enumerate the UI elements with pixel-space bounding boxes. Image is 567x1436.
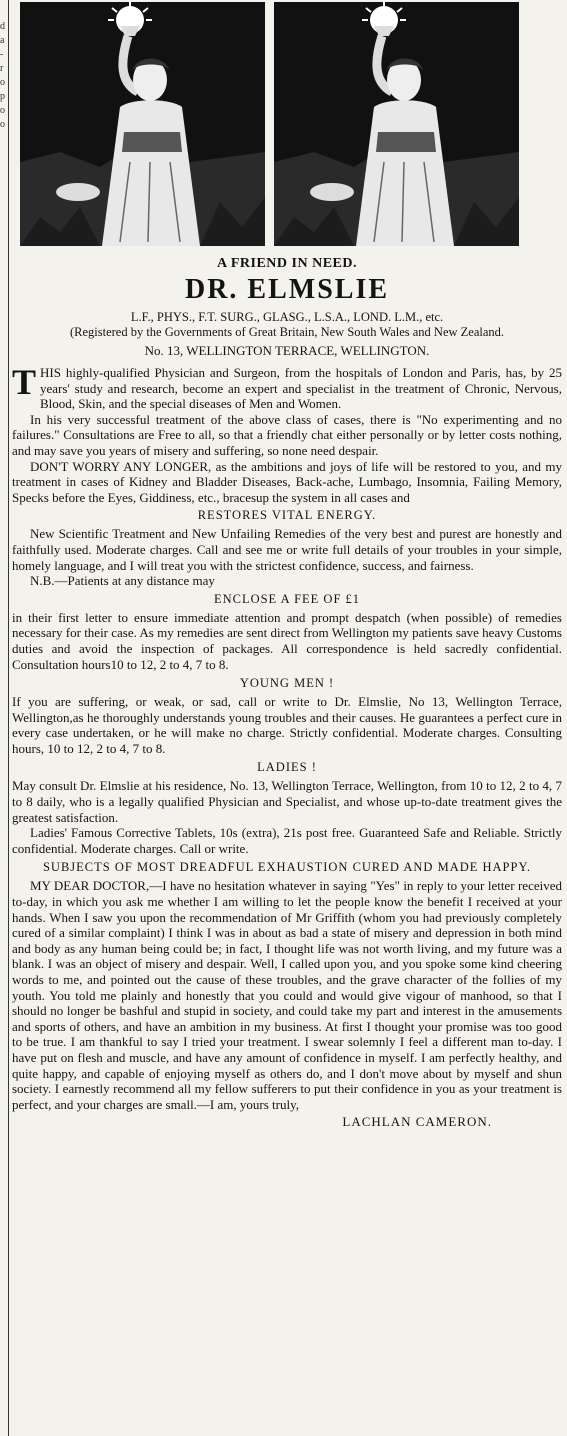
- registration: (Registered by the Governments of Great Britain, New South Wales and New Zealand.: [69, 325, 505, 339]
- illustrations: [12, 0, 562, 250]
- edge-fragment: o: [0, 77, 5, 88]
- remedies-paragraph: New Scientific Treatment and New Unfailing Remedies of the very best and purest are honestly and faithfully used. Moderate charges. Call and see me or write full details of your troubles in your simple, homely language, and I will treat you with the strictest confidence, success, and fairness.: [12, 526, 562, 573]
- edge-fragment: d: [0, 21, 5, 32]
- edge-fragment: r: [0, 63, 4, 74]
- intro-paragraph: [12, 362, 562, 412]
- young-men-paragraph: If you are suffering, or weak, or sad, call or write to Dr. Elmslie, No 13, Wellington Terrace, Wellington,as he thoroughly understands young troubles and their causes. He guarantees a perfect cure in every case undertaken, or he will make no charge. Strictly confidential. Moderate charges. Consulting hours, 10 to 12, 2 to 4, 7 to 8.: [12, 694, 562, 756]
- adjacent-column-fragments: [0, 20, 8, 132]
- nb-line: N.B.—Patients at any distance may: [30, 573, 215, 589]
- woman-with-lamp-image: [274, 2, 519, 246]
- edge-fragment: o: [0, 119, 5, 130]
- woman-with-lamp-image: [20, 2, 265, 246]
- edge-fragment: p: [0, 91, 5, 102]
- heading-ladies: LADIES !: [257, 760, 317, 775]
- doctor-name: DR. ELMSLIE: [184, 274, 390, 305]
- worry-paragraph: DON'T WORRY ANY LONGER, as the ambitions and joys of life will be restored to you, and my treatment in cases of Kidney and Bladder Diseases, Back-ache, Lumbago, Insomnia, Failing Memory, Specks before the Eyes, Giddiness, etc., bracesup the system in all cases and: [12, 458, 562, 505]
- fee-paragraph: in their first letter to ensure immediate attention and prompt despatch (when possible) of remedies necessary for their case. As my remedies are sent direct from Wellington my patients save heavy Customs duties and avoid the inspection of packages. All correspondence is held sacredly confidential. Consultation hours10 to 12, 2 to 4, 7 to 8.: [12, 609, 562, 672]
- ladies-paragraph: May consult Dr. Elmslie at his residence, No. 13, Wellington Terrace, Wellington, from 10 to 12, 2 to 4, 7 to 8 daily, who is a legally qualified Physician and Specialist, and whose up-to-date treatment gives the greatest satisfaction.: [12, 778, 562, 825]
- success-paragraph: In his very successful treatment of the above class of cases, there is "No experimenting and no failures." Consultations are Free to all, so that a friendly chat either personally or by letter costs nothing, and may save you years of misery and suffering, so none need despair.: [12, 411, 562, 458]
- intro-text: HIS highly-qualified Physician and Surgeon, from the hospitals of London and Paris, has, by 25 years' study and research, become an expert and specialist in the treatment of Chronic, Nervous, Blood, Skin, and the special diseases of Men and Women.: [40, 365, 562, 412]
- advertisement: [12, 0, 562, 1130]
- address: No. 13, WELLINGTON TERRACE, WELLINGTON.: [144, 343, 430, 358]
- edge-fragment: -: [0, 49, 4, 60]
- woman-with-lamp-illustration: [274, 2, 519, 246]
- drop-cap: T: [12, 362, 37, 402]
- column-rule: [8, 0, 9, 1436]
- testimonial-letter: MY DEAR DOCTOR,—I have no hesitation whatever in saying "Yes" in reply to your letter received to-day, in which you ask me whether I am willing to let the people know the benefit I received at your hands. When I saw you upon the recommendation of Mr Griffith (whom you had previously completely cured of a similar complaint) I think I was in about as bad a state of misery and depression in both mind and body as any human being could be; in fact, I thought life was not worth living, and my future was a blank. I was an object of misery and despair. Well, I called upon you, and you spoke some kind cheering words to me, and pointed out the cause of these troubles, and the grave character of the follies of my youth. You told me plainly and honestly that you could and would give vigour of manhood, so that I should no longer be bashful and stupid in society, and could take my part and interest in the amusements and sports of others, and have an ambition in my business. At first I thought your promise was too good to be true. I am thankful to say I tried your treatment. I swear solemnly I feel a different man to-day. I have put on flesh and muscle, and have any amount of confidence in myself. I am perfectly healthy, and quite happy, and capable of enjoying myself as others do, and I don't move about by myself and shun society. I earnestly recommend all my fellow sufferers to put their confidence in you as your treatment is perfect, and your charges are small.—I am, yours truly,: [12, 878, 562, 1112]
- signature: LACHLAN CAMERON.: [342, 1114, 492, 1130]
- tablets-paragraph: Ladies' Famous Corrective Tablets, 10s (extra), 21s post free. Guaranteed Safe and Reliable. Strictly confidential. Moderate charges. Call or write.: [12, 825, 562, 856]
- heading-testimonial: SUBJECTS OF MOST DREADFUL EXHAUSTION CURED AND MADE HAPPY.: [42, 860, 532, 875]
- heading-vital-energy: RESTORES VITAL ENERGY.: [197, 508, 377, 523]
- caption: A FRIEND IN NEED.: [217, 256, 357, 271]
- qualifications: L.F., PHYS., F.T. SURG., GLASG., L.S.A., LOND. L.M., etc.: [130, 310, 444, 324]
- heading-young-men: YOUNG MEN !: [239, 676, 335, 691]
- woman-with-lamp-illustration: [20, 2, 265, 246]
- edge-fragment: o: [0, 105, 5, 116]
- heading-enclose-fee: ENCLOSE A FEE OF £1: [213, 591, 361, 606]
- edge-fragment: a: [0, 35, 5, 46]
